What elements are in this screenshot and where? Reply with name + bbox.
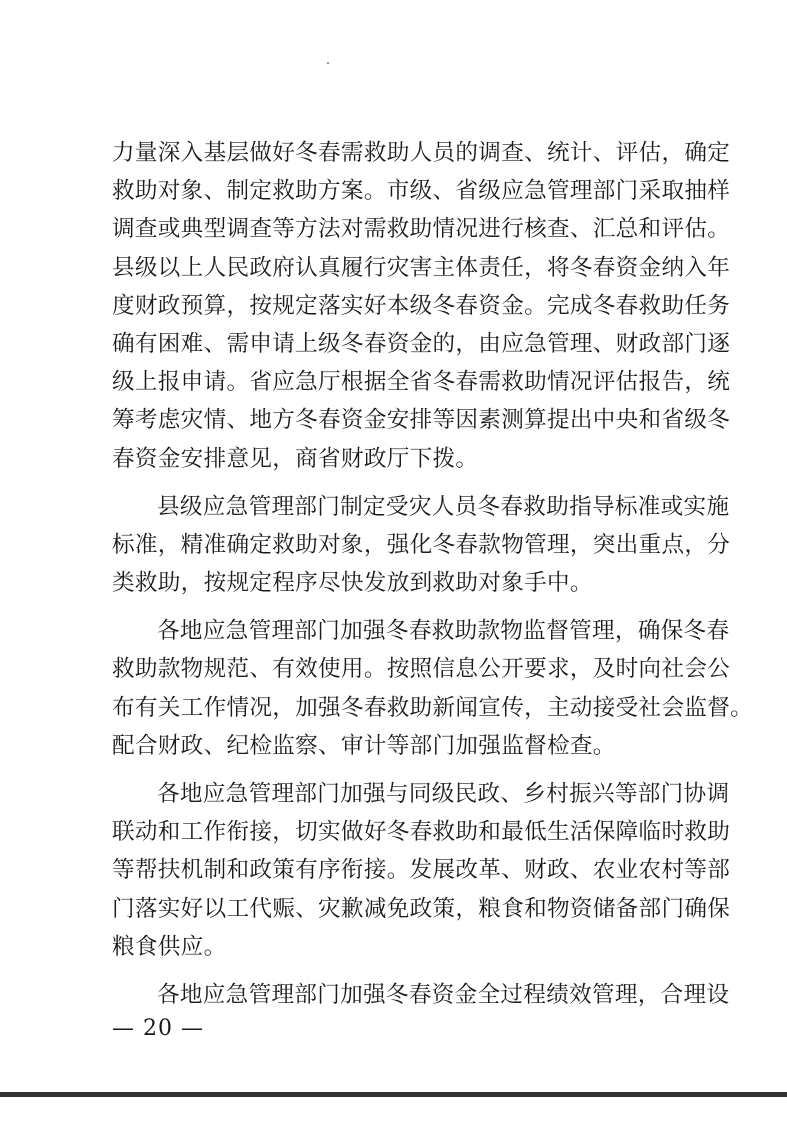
paragraph-1 xyxy=(112,134,731,478)
text-line: 等帮扶机制和政策有序衔接。发展改革、财政、农业农村等部 xyxy=(112,857,731,884)
paragraph-2 xyxy=(112,488,731,603)
text-line: 联动和工作衔接，切实做好冬春救助和最低生活保障临时救助 xyxy=(112,819,731,846)
text-line: 各地应急管理部门加强与同级民政、乡村振兴等部门协调 xyxy=(157,781,730,807)
scan-speck xyxy=(327,62,329,64)
body-text xyxy=(112,134,754,1014)
paragraph-3 xyxy=(112,612,754,765)
text-line: 各地应急管理部门加强冬春资金全过程绩效管理，合理设 xyxy=(157,981,730,1008)
text-line: 粮食供应。 xyxy=(112,933,227,960)
paragraph-5 xyxy=(112,976,730,1014)
text-line: 配合财政、纪检监察、审计等部门加强监督检查。 xyxy=(112,732,616,759)
text-line: 类救助，按规定程序尽快发放到救助对象手中。 xyxy=(112,570,593,597)
paragraph-4 xyxy=(112,775,731,966)
text-line: 布有关工作情况，加强冬春救助新闻宣传，主动接受社会监督。 xyxy=(112,694,754,721)
text-line: 度财政预算，按规定落实好本级冬春资金。完成冬春救助任务 xyxy=(112,292,731,319)
text-line: 春资金安排意见，商省财政厅下拨。 xyxy=(112,445,479,472)
text-line: 县级以上人民政府认真履行灾害主体责任，将冬春资金纳入年 xyxy=(112,254,731,281)
text-line: 救助款物规范、有效使用。按照信息公开要求，及时向社会公 xyxy=(112,656,731,683)
text-line: 确有困难、需申请上级冬春资金的，由应急管理、财政部门逐 xyxy=(112,330,731,357)
text-line: 县级应急管理部门制定受灾人员冬春救助指导标准或实施 xyxy=(157,493,730,520)
text-line: 各地应急管理部门加强冬春救助款物监督管理，确保冬春 xyxy=(157,618,730,645)
text-line: 救助对象、制定救助方案。市级、省级应急管理部门采取抽样 xyxy=(112,178,731,205)
page-number: — 20 — xyxy=(112,1016,204,1041)
text-line: 标准，精准确定救助对象，强化冬春款物管理，突出重点，分 xyxy=(112,531,731,558)
text-line: 级上报申请。省应急厅根据全省冬春需救助情况评估报告，统 xyxy=(112,369,731,396)
text-line: 筹考虑灾情、地方冬春资金安排等因素测算提出中央和省级冬 xyxy=(112,407,731,434)
text-line: 调查或典型调查等方法对需救助情况进行核查、汇总和评估。 xyxy=(112,216,731,243)
text-line: 门落实好以工代赈、灾歉减免政策，粮食和物资储备部门确保 xyxy=(112,895,731,922)
text-line: 力量深入基层做好冬春需救助人员的调查、统计、评估，确定 xyxy=(112,140,731,166)
scan-edge-bar xyxy=(0,1092,787,1097)
